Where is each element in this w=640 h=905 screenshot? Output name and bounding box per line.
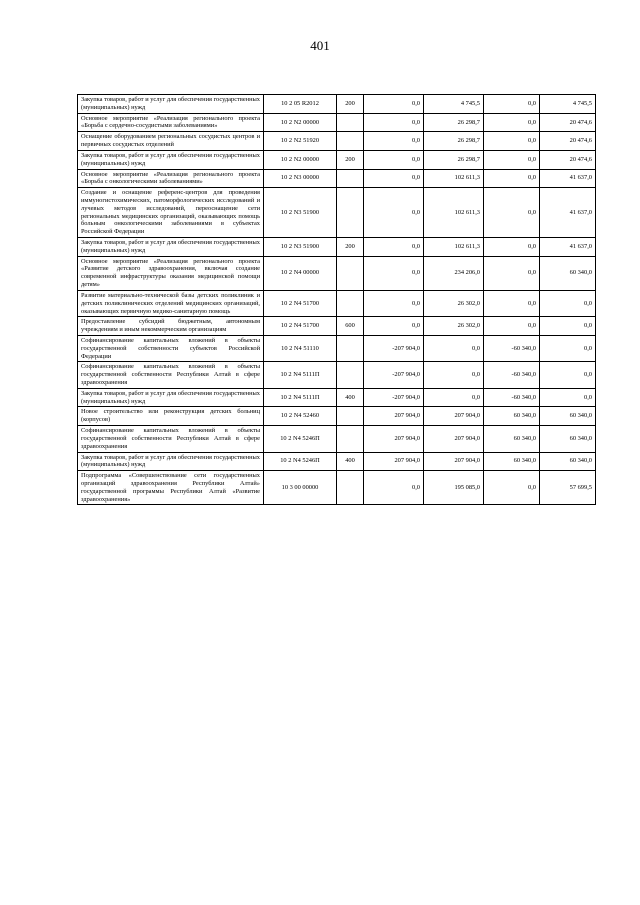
row-amount-change-2-cell: 60 340,0 [484,452,540,471]
table-row [78,238,596,257]
row-amount-2-cell: 0,0 [540,388,596,407]
row-amount-change-2-cell: 0,0 [484,290,540,316]
row-amount-1-cell: 4 745,5 [424,95,484,114]
row-name-cell: Оснащение оборудованием региональных сосудистых центров и первичных сосудистых отделений [78,132,264,151]
row-type-cell: 600 [337,317,364,336]
row-name-cell: Софинансирование капитальных вложений в объекты государственной собственности Республики Алтай в сфере здравоохранения [78,426,264,452]
table-row [78,113,596,132]
row-code-cell: 10 2 N3 51900 [264,238,337,257]
row-amount-change-2-cell: 0,0 [484,238,540,257]
row-name-cell: Закупка товаров, работ и услуг для обеспечения государственных (муниципальных) нужд [78,452,264,471]
table-row [78,426,596,452]
row-amount-1-cell: 102 611,3 [424,169,484,188]
table-row [78,256,596,290]
row-name-cell: Подпрограмма «Совершенствование сети государственных организаций здравоохранения Республики Алтай» государственной программы Республики Алтай «Развитие здравоохранения» [78,471,264,505]
row-code-cell: 10 2 N4 5111П [264,388,337,407]
row-amount-1-cell: 26 298,7 [424,113,484,132]
row-amount-change-1-cell: -207 904,0 [364,335,424,361]
row-type-cell [337,169,364,188]
row-amount-2-cell: 41 637,0 [540,169,596,188]
row-amount-change-1-cell: 0,0 [364,95,424,114]
row-amount-change-2-cell: 60 340,0 [484,426,540,452]
row-type-cell [337,256,364,290]
row-code-cell: 10 2 N4 00000 [264,256,337,290]
row-amount-change-2-cell: -60 340,0 [484,388,540,407]
table-row [78,290,596,316]
row-type-cell: 200 [337,150,364,169]
row-amount-1-cell: 207 904,0 [424,407,484,426]
row-name-cell: Основное мероприятие «Реализация регионального проекта «Борьба с онкологическими заболеваниями» [78,169,264,188]
row-amount-2-cell: 20 474,6 [540,150,596,169]
row-amount-1-cell: 0,0 [424,362,484,388]
row-amount-change-1-cell: -207 904,0 [364,388,424,407]
row-amount-1-cell: 207 904,0 [424,452,484,471]
row-code-cell: 10 2 N4 51110 [264,335,337,361]
row-code-cell: 10 2 N3 00000 [264,169,337,188]
row-amount-1-cell: 0,0 [424,388,484,407]
row-code-cell: 10 2 N2 00000 [264,113,337,132]
row-amount-change-2-cell: -60 340,0 [484,362,540,388]
row-amount-1-cell: 207 904,0 [424,426,484,452]
row-name-cell: Софинансирование капитальных вложений в объекты государственной собственности субъектов Российской Федерации [78,335,264,361]
row-amount-change-1-cell: 0,0 [364,256,424,290]
budget-table [77,94,596,505]
row-code-cell: 10 3 00 00000 [264,471,337,505]
row-name-cell: Закупка товаров, работ и услуг для обеспечения государственных (муниципальных) нужд [78,95,264,114]
row-amount-2-cell: 60 340,0 [540,452,596,471]
table-row [78,407,596,426]
row-code-cell: 10 2 N4 5246П [264,452,337,471]
row-amount-change-1-cell: 207 904,0 [364,407,424,426]
row-amount-change-2-cell: 0,0 [484,95,540,114]
row-code-cell: 10 2 N2 51920 [264,132,337,151]
budget-table-body [78,95,596,505]
row-amount-change-1-cell: 0,0 [364,471,424,505]
row-amount-2-cell: 0,0 [540,290,596,316]
row-amount-change-1-cell: 0,0 [364,132,424,151]
table-row [78,388,596,407]
row-amount-2-cell: 0,0 [540,317,596,336]
row-amount-2-cell: 60 340,0 [540,256,596,290]
table-row [78,362,596,388]
row-amount-change-2-cell: 60 340,0 [484,407,540,426]
row-amount-2-cell: 60 340,0 [540,407,596,426]
row-amount-1-cell: 195 085,0 [424,471,484,505]
row-type-cell [337,362,364,388]
row-name-cell: Основное мероприятие «Реализация регионального проекта «Развитие детского здравоохранения, включая создание современной инфраструктуры оказания медицинской помощи детям» [78,256,264,290]
row-name-cell: Создание и оснащение референс-центров для проведения иммуногистохимических, патоморфологических исследований и лучевых методов исследований, переоснащение сети региональных медицинских организаций, оказывающих помощь больным онкологическими заболеваниями в субъектах Российской Федерации [78,188,264,238]
row-amount-2-cell: 4 745,5 [540,95,596,114]
row-amount-2-cell: 20 474,6 [540,113,596,132]
row-amount-change-1-cell: 207 904,0 [364,426,424,452]
row-amount-change-2-cell: 0,0 [484,150,540,169]
row-code-cell: 10 2 N3 51900 [264,188,337,238]
row-amount-change-1-cell: 0,0 [364,150,424,169]
table-row [78,471,596,505]
row-amount-change-1-cell: 0,0 [364,290,424,316]
row-name-cell: Закупка товаров, работ и услуг для обеспечения государственных (муниципальных) нужд [78,238,264,257]
row-type-cell [337,290,364,316]
table-row [78,132,596,151]
row-code-cell: 10 2 N4 5111П [264,362,337,388]
row-type-cell: 400 [337,388,364,407]
row-type-cell [337,188,364,238]
row-amount-change-2-cell: 0,0 [484,317,540,336]
row-amount-change-1-cell: 0,0 [364,169,424,188]
row-code-cell: 10 2 N4 52460 [264,407,337,426]
row-name-cell: Новое строительство или реконструкция детских больниц (корпусов) [78,407,264,426]
row-amount-2-cell: 41 637,0 [540,188,596,238]
row-name-cell: Закупка товаров, работ и услуг для обеспечения государственных (муниципальных) нужд [78,388,264,407]
row-type-cell [337,113,364,132]
row-code-cell: 10 2 N2 00000 [264,150,337,169]
row-amount-change-2-cell: 0,0 [484,471,540,505]
row-amount-2-cell: 60 340,0 [540,426,596,452]
row-amount-change-1-cell: 207 904,0 [364,452,424,471]
row-amount-change-2-cell: 0,0 [484,169,540,188]
row-amount-change-2-cell: 0,0 [484,132,540,151]
row-amount-change-1-cell: 0,0 [364,238,424,257]
row-amount-change-1-cell: 0,0 [364,317,424,336]
row-amount-2-cell: 20 474,6 [540,132,596,151]
row-code-cell: 10 2 05 R2012 [264,95,337,114]
page-number: 401 [310,38,330,53]
row-type-cell [337,335,364,361]
row-code-cell: 10 2 N4 5246П [264,426,337,452]
row-amount-1-cell: 26 302,0 [424,317,484,336]
row-type-cell [337,132,364,151]
row-amount-change-2-cell: 0,0 [484,113,540,132]
row-amount-change-1-cell: 0,0 [364,113,424,132]
row-amount-2-cell: 0,0 [540,362,596,388]
row-type-cell [337,426,364,452]
table-row [78,169,596,188]
row-amount-1-cell: 234 206,0 [424,256,484,290]
row-code-cell: 10 2 N4 51700 [264,317,337,336]
row-amount-1-cell: 26 298,7 [424,150,484,169]
row-amount-1-cell: 102 611,3 [424,238,484,257]
row-name-cell: Закупка товаров, работ и услуг для обеспечения государственных (муниципальных) нужд [78,150,264,169]
row-type-cell [337,407,364,426]
table-row [78,188,596,238]
table-row [78,317,596,336]
row-name-cell: Предоставление субсидий бюджетным, автономным учреждениям и иным некоммерческим организациям [78,317,264,336]
table-row [78,150,596,169]
row-type-cell: 400 [337,452,364,471]
row-amount-2-cell: 0,0 [540,335,596,361]
row-amount-1-cell: 26 298,7 [424,132,484,151]
row-amount-change-2-cell: -60 340,0 [484,335,540,361]
row-amount-change-1-cell: 0,0 [364,188,424,238]
row-type-cell [337,471,364,505]
row-name-cell: Основное мероприятие «Реализация регионального проекта «Борьба с сердечно-сосудистыми заболеваниями» [78,113,264,132]
row-amount-change-2-cell: 0,0 [484,188,540,238]
row-amount-2-cell: 57 699,5 [540,471,596,505]
table-row [78,95,596,114]
row-type-cell: 200 [337,95,364,114]
row-type-cell: 200 [337,238,364,257]
row-amount-1-cell: 0,0 [424,335,484,361]
row-amount-2-cell: 41 637,0 [540,238,596,257]
row-name-cell: Развитие материально-технической базы детских поликлиник и детских поликлинических отделений медицинских организаций, оказывающих первичную медико-санитарную помощь [78,290,264,316]
table-row [78,452,596,471]
row-code-cell: 10 2 N4 51700 [264,290,337,316]
row-amount-change-1-cell: -207 904,0 [364,362,424,388]
row-amount-1-cell: 26 302,0 [424,290,484,316]
row-name-cell: Софинансирование капитальных вложений в объекты государственной собственности Республики Алтай в сфере здравоохранения [78,362,264,388]
table-row [78,335,596,361]
row-amount-change-2-cell: 0,0 [484,256,540,290]
row-amount-1-cell: 102 611,3 [424,188,484,238]
